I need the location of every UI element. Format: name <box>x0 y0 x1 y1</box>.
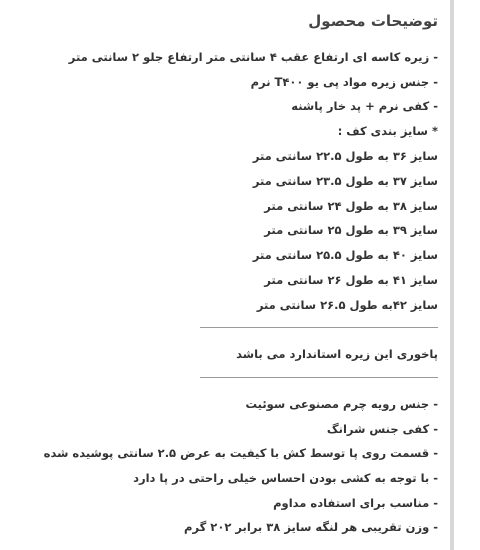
spec-line: - کفی نرم + پد خار پاشنه <box>291 99 438 113</box>
feature-line: - وزن تقریبی هر لنگه سایز ۳۸ برابر ۲۰۲ گرم <box>184 520 438 534</box>
feature-line: - کفی جنس شرانگ <box>326 422 438 436</box>
size-row: سایز ۳۶ به طول ۲۲.۵ سانتی متر <box>252 149 438 163</box>
spec-line: - جنس زیره مواد پی یو T۴۰۰ نرم <box>250 75 438 89</box>
divider <box>200 327 438 328</box>
divider <box>200 377 438 378</box>
feature-line: - با توجه به کشی بودن احساس خیلی راحتی در پا دارد <box>133 471 438 485</box>
size-row: سایز ۳۸ به طول ۲۴ سانتی متر <box>264 199 438 213</box>
feature-line: - جنس رویه چرم مصنوعی سوئیت <box>245 397 438 411</box>
section-title: توضیحات محصول <box>308 12 438 30</box>
note-text: پاخوری این زیره استاندارد می باشد <box>236 347 438 361</box>
size-row: سایز ۴۰ به طول ۲۵.۵ سانتی متر <box>252 248 438 262</box>
size-row: سایز ۳۷ به طول ۲۳.۵ سانتی متر <box>252 174 438 188</box>
feature-line: - قسمت روی پا توسط کش با کیفیت به عرض ۲.۵ سانتی پوشیده شده <box>43 446 438 460</box>
side-gutter <box>454 0 480 550</box>
sizing-heading: * سایز بندی کف : <box>337 124 438 138</box>
size-row: سایز ۳۹ به طول ۲۵ سانتی متر <box>264 223 438 237</box>
size-row: سایز ۴۱ به طول ۲۶ سانتی متر <box>264 273 438 287</box>
spec-line: - زیره کاسه ای ارتفاع عقب ۴ سانتی متر ارتفاع جلو ۲ سانتی متر <box>68 50 438 64</box>
feature-line: - مناسب برای استفاده مداوم <box>273 496 438 510</box>
size-row: سایز ۴۲به طول ۲۶.۵ سانتی متر <box>256 298 438 312</box>
